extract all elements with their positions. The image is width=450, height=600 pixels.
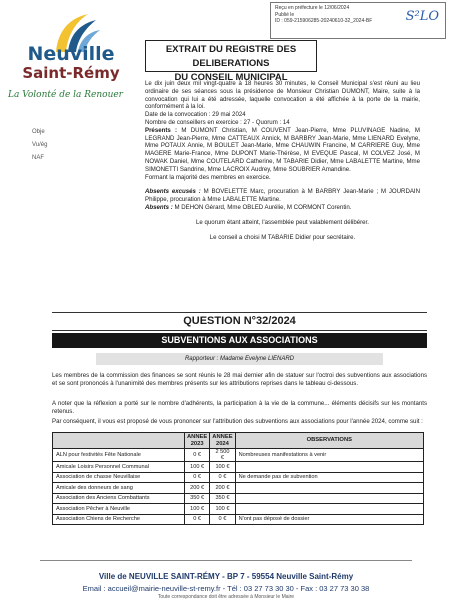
association-name: Amicale des donneurs de sang [53,483,185,494]
amount-2024: 2 500 € [210,449,235,462]
association-name: Association Pêcher à Neuville [53,504,185,515]
footer-divider [40,560,412,561]
present-members [145,127,420,174]
footer-note: Toute correspondance doit être adressée à Monsieur le Maire [157,594,295,600]
margin-label: Obje [32,129,45,135]
amount-2024: 0 € [210,472,235,483]
present-label: Présents : [145,126,178,134]
absent-label: Absents : [145,203,173,211]
association-name: Association Chiens de Recherche [53,514,185,525]
amount-2023: 100 € [185,504,210,515]
amount-2024: 0 € [210,514,235,525]
town-name-line2: Saint-Rémy [22,64,120,82]
table-header-observations: OBSERVATIONS [235,433,423,449]
footer-contact: Email : accueil@mairie-neuville-st-remy.fr - Tél : 03 27 73 30 30 - Fax : 03 27 73 30 38 [82,584,370,593]
table-row [53,472,424,483]
association-name: Association des Anciens Combattants [53,493,185,504]
amount-2023: 0 € [185,449,210,462]
paragraph-reflection: A noter que la réflexion a porté sur le nombre d'adhérents, la participation à la vie de la commune... éléments décisifs sur les montants retenus. [52,400,427,415]
amount-2024: 100 € [210,504,235,515]
stamp-received: Reçu en préfecture le 12/06/2024 [275,5,350,11]
observation [235,462,423,473]
document-title [145,40,317,83]
table-row [53,514,424,525]
rapporteur: Rapporteur : Madame Evelyne LIENARD [96,353,383,365]
stamp-id: ID : 059-215906285-20240610-32_2024-BF [275,18,373,24]
town-name [16,44,126,82]
amount-2023: 0 € [185,514,210,525]
town-name-line1: Neuville [27,43,115,65]
association-name: Amicale Loisirs Personnel Communal [53,462,185,473]
association-name: Association de chasse Neuvillaise [53,472,185,483]
subject-bar: SUBVENTIONS AUX ASSOCIATIONS [52,333,427,348]
table-row [53,462,424,473]
paragraph-proposal: Par conséquent, il vous est proposé de vous prononcer sur l'attribution des subventions aux associations pour l'année 2024, comme suit : [52,418,423,425]
margin-label: Vu/ég [32,142,48,148]
amount-2024: 350 € [210,493,235,504]
session-details [145,80,420,241]
members-count: Nombre de conseillers en exercice : 27 - Quorum : 14 [145,118,290,126]
subsidies-table [52,432,424,525]
convocation-date: Date de la convocation : 29 mai 2024 [145,111,246,119]
town-slogan: La Volonté de la Renouer [8,90,123,100]
table-row [53,483,424,494]
table-header-blank [53,433,185,449]
observation: Ne demande pas de subvention [235,472,423,483]
question-number: QUESTION N°32/2024 [52,312,427,331]
margin-labels [32,126,47,165]
association-name: ALN pour festivités Fête Nationale [53,449,185,462]
table-header-2023: ANNEE 2023 [185,433,210,449]
table-header-2024: ANNEE 2024 [210,433,235,449]
absent-members [145,204,420,212]
quorum-note: Le quorum étant atteint, l'assemblée peut valablement délibérer. [196,218,369,226]
observation: Nombreuses manifestations à venir [235,449,423,462]
absent-list: M DEHON Gérard, Mme OBLED Aurélie, M CORMONT Corentin. [174,203,352,211]
observation: N'ont pas déposé de dossier [235,514,423,525]
observation [235,504,423,515]
table-row [53,493,424,504]
stamp-signature: S²LO [405,9,439,24]
session-intro: Le dix juin deux mil vingt-quatre à 18 heures 30 minutes, le Conseil Municipal s'est réuni au lieu ordinaire de ses séances sous la présidence de Monsieur Christian DUMONT, Maire, suite à la convocation qui lui a été adressée, laquelle convocation a été affichée à la porte de la mairie, conformément à la loi. [145,80,420,111]
document-title-line1: EXTRAIT DU REGISTRE DES DELIBERATIONS [165,44,297,69]
amount-2023: 100 € [185,462,210,473]
excused-label: Absents excusés : [145,188,201,196]
excused-members [145,188,420,204]
amount-2024: 200 € [210,483,235,494]
footer-address: Ville de NEUVILLE SAINT-RÉMY - BP 7 - 59554 Neuville Saint-Rémy [98,572,354,581]
amount-2023: 200 € [185,483,210,494]
table-row [53,449,424,462]
excused-list: M BOVELETTE Marc, procuration à M BARBRY Jean-Marie ; M JOURDAIN Philippe, procuration à Mme LABALETTE Martine. [145,188,421,204]
present-list: M DUMONT Christian, M COUVENT Jean-Pierre, Mme PLUVINAGE Nadine, M LEGRAND Jean-Pierre, Mme CATTEAUX Annick, M BARBRY Jean-Marie, Mme LIENARD Evelyne, Mme POTAUX Annie, M BOULET Jean-Marie, Mme CHAUWIN Francine, M CARRIERE Guy, Mme MAGERE Marie-France, Mme DUPONT Marie-Thérèse, M EVEQUE Pascal, M COLVEZ José, M NOWAK Daniel, Mme COUTELARD Catherine, M TABARIE Didier, Mme LABALETTE Martine, Mme SIMONETTI Sandrine, Mme LACROIX Audrey, Mme SOUBRIER Amandine. [145,126,420,173]
amount-2024: 100 € [210,462,235,473]
secretary-note: Le conseil a choisi M TABARIE Didier pour secrétaire. [209,233,356,241]
observation [235,483,423,494]
majority-note: Formant la majorité des membres en exercice. [145,173,271,181]
document-title-line2: DU CONSEIL MUNICIPAL [174,72,288,83]
table-row [53,504,424,515]
observation [235,493,423,504]
prefecture-stamp [270,2,446,39]
table-header-row [53,433,424,449]
amount-2023: 0 € [185,472,210,483]
paragraph-commission: Les membres de la commission des finances se sont réunis le 28 mai dernier afin de statuer sur l'octroi des subventions aux associations et se sont prononcés à l'unanimité des membres présents sur les attributions reprises dans le tableau ci-dessous. [52,372,427,387]
stamp-published: Publié le [275,11,295,18]
margin-label: NAF [32,155,44,161]
amount-2023: 350 € [185,493,210,504]
